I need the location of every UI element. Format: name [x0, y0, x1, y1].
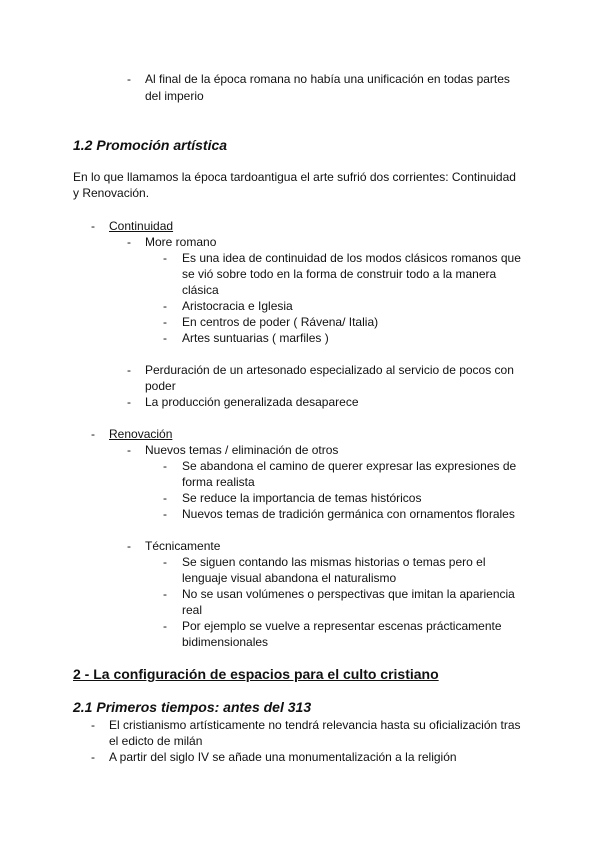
section-heading: 2.1 Primeros tiempos: antes del 313 [73, 699, 312, 715]
bullet-dash: - [127, 395, 131, 409]
list-item-text: Al final de la época romana no había una unificación en todas partes [145, 72, 510, 86]
list-item-text: En centros de poder ( Rávena/ Italia) [182, 315, 379, 329]
list-item-text: Es una idea de continuidad de los modos clásicos romanos que [182, 251, 521, 265]
list-item-text: Se abandona el camino de querer expresar las expresiones de [182, 459, 517, 473]
list-item-label: Renovación [109, 427, 173, 441]
bullet-dash: - [163, 331, 167, 345]
bullet-dash: - [163, 459, 167, 473]
list-item-text: Por ejemplo se vuelve a representar escenas prácticamente [182, 619, 502, 633]
bullet-dash: - [163, 491, 167, 505]
list-item-text: Nuevos temas de tradición germánica con ornamentos florales [182, 507, 515, 521]
list-item-text: forma realista [182, 475, 255, 489]
list-item-text: poder [145, 379, 176, 393]
list-item-text: La producción generalizada desaparece [145, 395, 359, 409]
list-item-text: A partir del siglo IV se añade una monumentalización a la religión [109, 750, 457, 764]
bullet-dash: - [127, 363, 131, 377]
list-item-text: clásica [182, 283, 219, 297]
list-item-text: El cristianismo artísticamente no tendrá relevancia hasta su oficialización tras [109, 718, 521, 732]
bullet-dash: - [127, 539, 131, 553]
list-item-text: real [182, 603, 203, 617]
bullet-dash: - [127, 72, 131, 86]
list-item-text: Se siguen contando las mismas historias o temas pero el [182, 555, 486, 569]
chapter-heading: 2 - La configuración de espacios para el culto cristiano [73, 666, 439, 682]
list-item-text: No se usan volúmenes o perspectivas que imitan la apariencia [182, 587, 515, 601]
section-heading: 1.2 Promoción artística [73, 137, 228, 153]
bullet-dash: - [91, 219, 95, 233]
list-item-text: se vió sobre todo en la forma de construir todo a la manera [182, 267, 497, 281]
paragraph-line: y Renovación. [73, 186, 150, 200]
list-item-label: Continuidad [109, 219, 174, 233]
bullet-dash: - [163, 299, 167, 313]
bullet-dash: - [91, 750, 95, 764]
bullet-dash: - [127, 235, 131, 249]
bullet-dash: - [163, 507, 167, 521]
list-item-text: Aristocracia e Iglesia [182, 299, 293, 313]
list-item-text: del imperio [145, 89, 204, 103]
list-item-text: bidimensionales [182, 635, 269, 649]
bullet-dash: - [91, 427, 95, 441]
list-item-text: Se reduce la importancia de temas históricos [182, 491, 422, 505]
bullet-dash: - [127, 443, 131, 457]
bullet-dash: - [163, 619, 167, 633]
bullet-dash: - [163, 315, 167, 329]
list-item-text: Nuevos temas / eliminación de otros [145, 443, 339, 457]
bullet-dash: - [91, 718, 95, 732]
list-item-text: el edicto de milán [109, 734, 203, 748]
list-item-text: lenguaje visual abandona el naturalismo [182, 571, 397, 585]
list-item-text: Artes suntuarias ( marfiles ) [182, 331, 329, 345]
bullet-dash: - [163, 251, 167, 265]
paragraph-line: En lo que llamamos la época tardoantigua el arte sufrió dos corrientes: Continuidad [73, 170, 516, 184]
list-item-text: More romano [145, 235, 217, 249]
list-item-text: Técnicamente [145, 539, 221, 553]
list-item-text: Perduración de un artesonado especializado al servicio de pocos con [145, 363, 514, 377]
bullet-dash: - [163, 555, 167, 569]
bullet-dash: - [163, 587, 167, 601]
